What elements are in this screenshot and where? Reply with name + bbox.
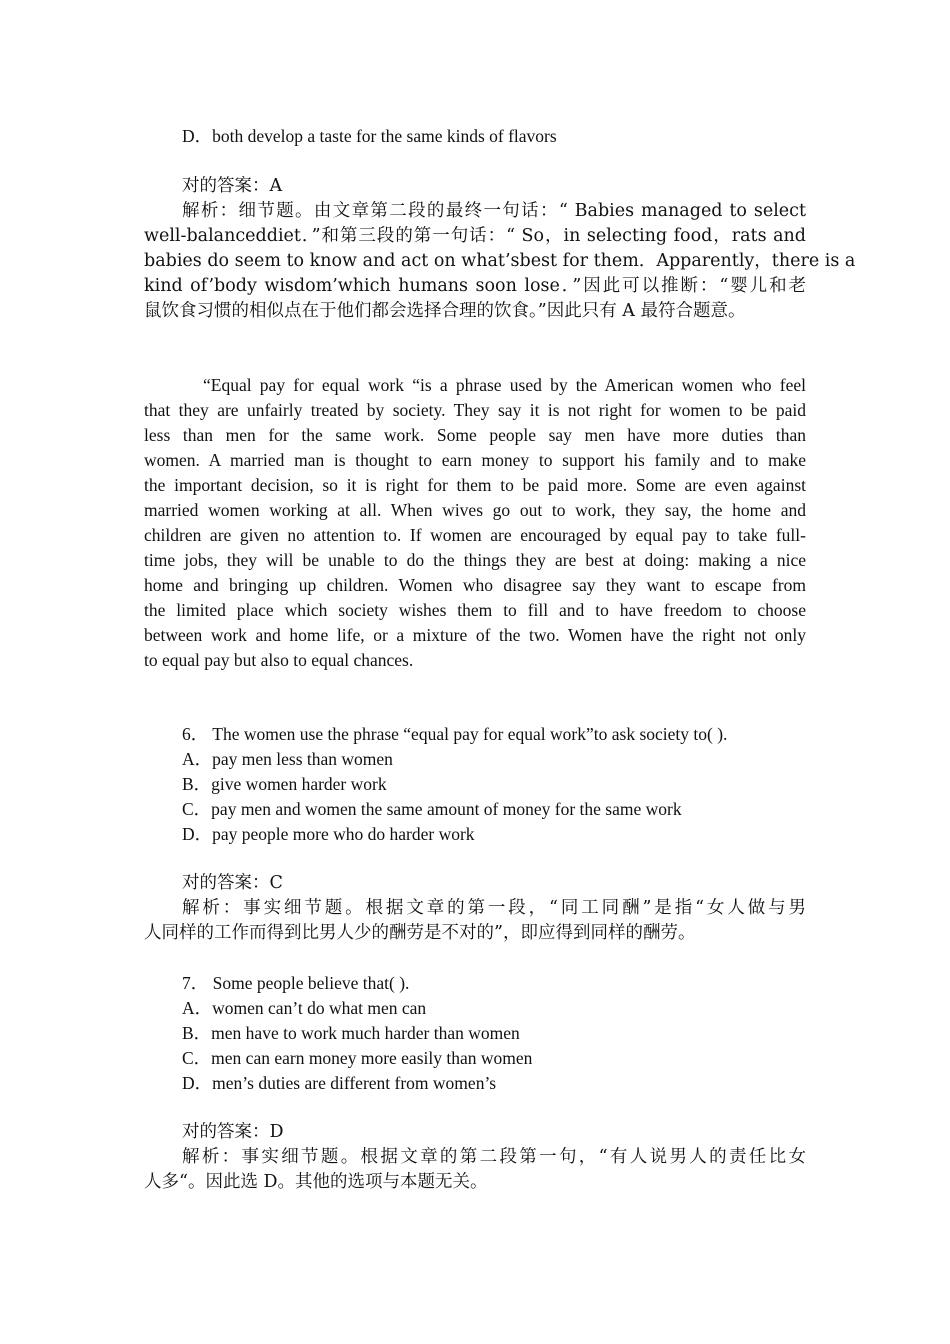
passage-line: that they are unfairly treated by society. They say it is not right for women to be paid [144,400,806,420]
q5-analysis-line: babies do seem to know and act on what’sbest for them．Apparently，there is a [144,251,856,271]
q7-option-b: B．men have to work much harder than women [182,1023,520,1043]
q6-option-a: A．pay men less than women [182,749,393,769]
passage-line: to equal pay but also to equal chances. [144,650,414,670]
passage-line: between work and home life, or a mixture of the two. Women have the right not only [144,625,806,645]
q7-option-a: A．women can’t do what men can [182,998,427,1018]
passage-line: the important decision, so it is right for them to be paid more. Some are even against [144,475,806,495]
passage-line: time jobs, they will be unable to do the things they are best at doing: making a nice [144,550,806,570]
passage-line: “Equal pay for equal work “is a phrase used by the American women who feel [203,375,806,395]
q5-analysis-line: well-balanceddiet．”和第三段的第一句话：“ So，in selecting food，rats and [144,226,806,246]
q6-option-b: B．give women harder work [182,774,387,794]
q6-analysis-line: 人同样的工作而得到比男人少的酬劳是不对的”，即应得到同样的酬劳。 [144,923,696,943]
q6-option-c: C．pay men and women the same amount of money for the same work [182,799,682,819]
passage-line: the limited place which society wishes them to fill and to have freedom to choose [144,600,806,620]
q6-option-d: D．pay people more who do harder work [182,824,475,844]
q7-analysis-line: 解析：事实细节题。根据文章的第二段第一句，“有人说男人的责任比女 [182,1147,806,1167]
passage-line: children are given no attention to. If women are encouraged by equal pay to take full- [144,525,806,545]
q7-option-d: D．men’s duties are different from women’s [182,1073,497,1093]
q7-option-c: C．men can earn money more easily than women [182,1048,533,1068]
passage-line: women. A married man is thought to earn money to support his family and to make [144,450,806,470]
q5-answer: 对的答案：A [182,176,283,196]
q7-answer: 对的答案：D [182,1122,284,1142]
passage-line: home and bringing up children. Women who disagree say they want to escape from [144,575,806,595]
q5-analysis-line: 解析：细节题。由文章第二段的最终一句话：“ Babies managed to select [182,201,806,221]
q7-analysis-line: 人多“。因此选 D。其他的选项与本题无关。 [144,1172,488,1192]
q7-stem: 7． Some people believe that( ). [182,973,410,993]
q6-stem: 6． The women use the phrase “equal pay for equal work”to ask society to( ). [182,724,728,744]
passage-line: married women working at all. When wives go out to work, they say, the home and [144,500,806,520]
q5-analysis-line: kind of’body wisdom’which humans soon lose．”因此可以推断：“婴儿和老 [144,276,806,296]
q6-analysis-line: 解析：事实细节题。根据文章的第一段，“同工同酬”是指“女人做与男 [182,898,806,918]
q5-analysis-line: 鼠饮食习惯的相似点在于他们都会选择合理的饮食。”因此只有 A 最符合题意。 [144,301,746,321]
q5-option-d: D．both develop a taste for the same kinds of flavors [182,126,557,146]
q6-answer: 对的答案：C [182,873,283,893]
passage-line: less than men for the same work. Some people say men have more duties than [144,425,806,445]
